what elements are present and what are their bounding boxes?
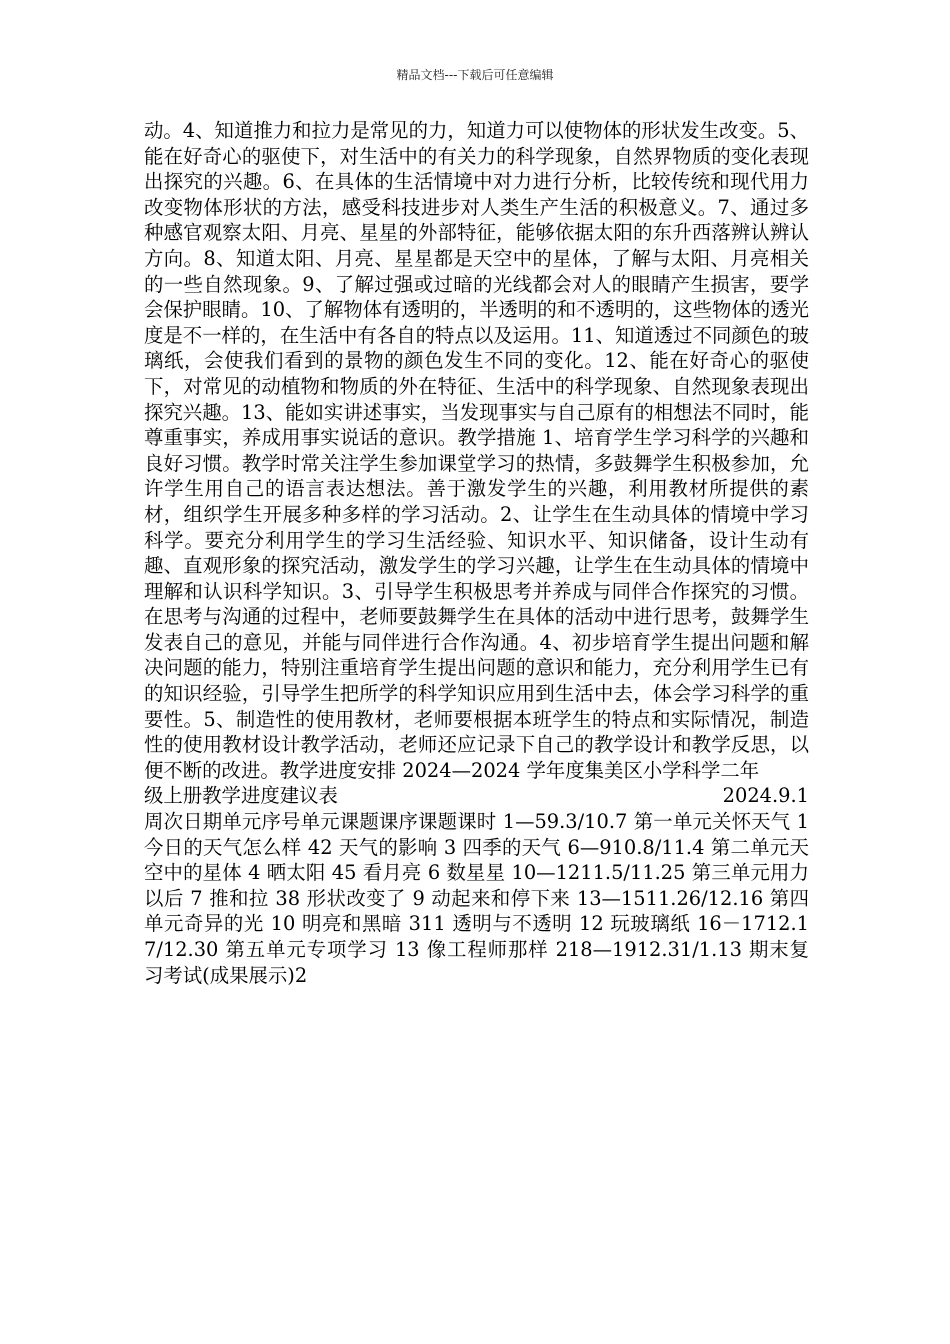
schedule-title-line [144, 783, 809, 809]
document-body [144, 118, 809, 988]
body-paragraph-objectives-measures: 动。4、知道推力和拉力是常见的力，知道力可以使物体的形状发生改变。5、能在好奇心的驱使下，对生活中的有关力的科学现象，自然界物质的变化表现出探究的兴趣。6、在具体的生活情境中对力进行分析，比较传统和现代用力改变物体形状的方法，感受科技进步对人类生产生活的积极意义。7、通过多种感官观察太阳、月亮、星星的外部特征，能够依据太阳的东升西落辨认辨认方向。8、知道太阳、月亮、星星都是天空中的星体，了解与太阳、月亮相关的一些自然现象。9、了解过强或过暗的光线都会对人的眼睛产生损害，要学会保护眼睛。10、了解物体有透明的，半透明的和不透明的，这些物体的透光度是不一样的，在生活中有各自的特点以及运用。11、知道透过不同颜色的玻璃纸，会使我们看到的景物的颜色发生不同的变化。12、能在好奇心的驱使下，对常见的动植物和物质的外在特征、生活中的科学现象、自然现象表现出探究兴趣。13、能如实讲述事实，当发现事实与自己原有的相想法不同时，能尊重事实，养成用事实说话的意识。教学措施 1、培育学生学习科学的兴趣和良好习惯。教学时常关注学生参加课堂学习的热情，多鼓舞学生积极参加，允许学生用自己的语言表达想法。善于激发学生的兴趣，利用教材所提供的素材，组织学生开展多种多样的学习活动。2、让学生在生动具体的情境中学习科学。要充分利用学生的学习生活经验、知识水平、知识储备，设计生动有趣、直观形象的探究活动，激发学生的学习兴趣，让学生在生动具体的情境中理解和认识科学知识。3、引导学生积极思考并养成与同伴合作探究的习惯。在思考与沟通的过程中，老师要鼓舞学生在具体的活动中进行思考，鼓舞学生发表自己的意见，并能与同伴进行合作沟通。4、初步培育学生提出问题和解决问题的能力，特别注重培育学生提出问题的意识和能力，充分利用学生已有的知识经验，引导学生把所学的科学知识应用到生活中去，体会学习科学的重要性。5、制造性的使用教材，老师要根据本班学生的特点和实际情况，制造性的使用教材设计教学活动，老师还应记录下自己的教学设计和教学反思，以便不断的改进。教学进度安排 2024—2024 学年度集美区小学科学二年 [144, 119, 809, 782]
body-paragraph-schedule: 周次日期单元序号单元课题课序课题课时 1—59.3/10.7 第一单元关怀天气 1 今日的天气怎么样 42 天气的影响 3 四季的天气 6—910.8/11.4 第二单元天空中的星体 4 晒太阳 45 看月亮 6 数星星 10—1211.5/11.25 第三单元用力以后 7 推和拉 38 形状改变了 9 动起来和停下来 13—1511.26/12.16 第四单元奇异的光 10 明亮和黑暗 311 透明与不透明 12 玩玻璃纸 16－1712.17/12.30 第五单元专项学习 13 像工程师那样 218—1912.31/1.13 期末复习考试(成果展示)2 [144, 810, 809, 987]
schedule-title: 级上册教学进度建议表 [144, 784, 338, 808]
page-header: 精品文档---下载后可任意编辑 [396, 68, 554, 82]
schedule-date: 2024.9.1 [722, 784, 809, 808]
